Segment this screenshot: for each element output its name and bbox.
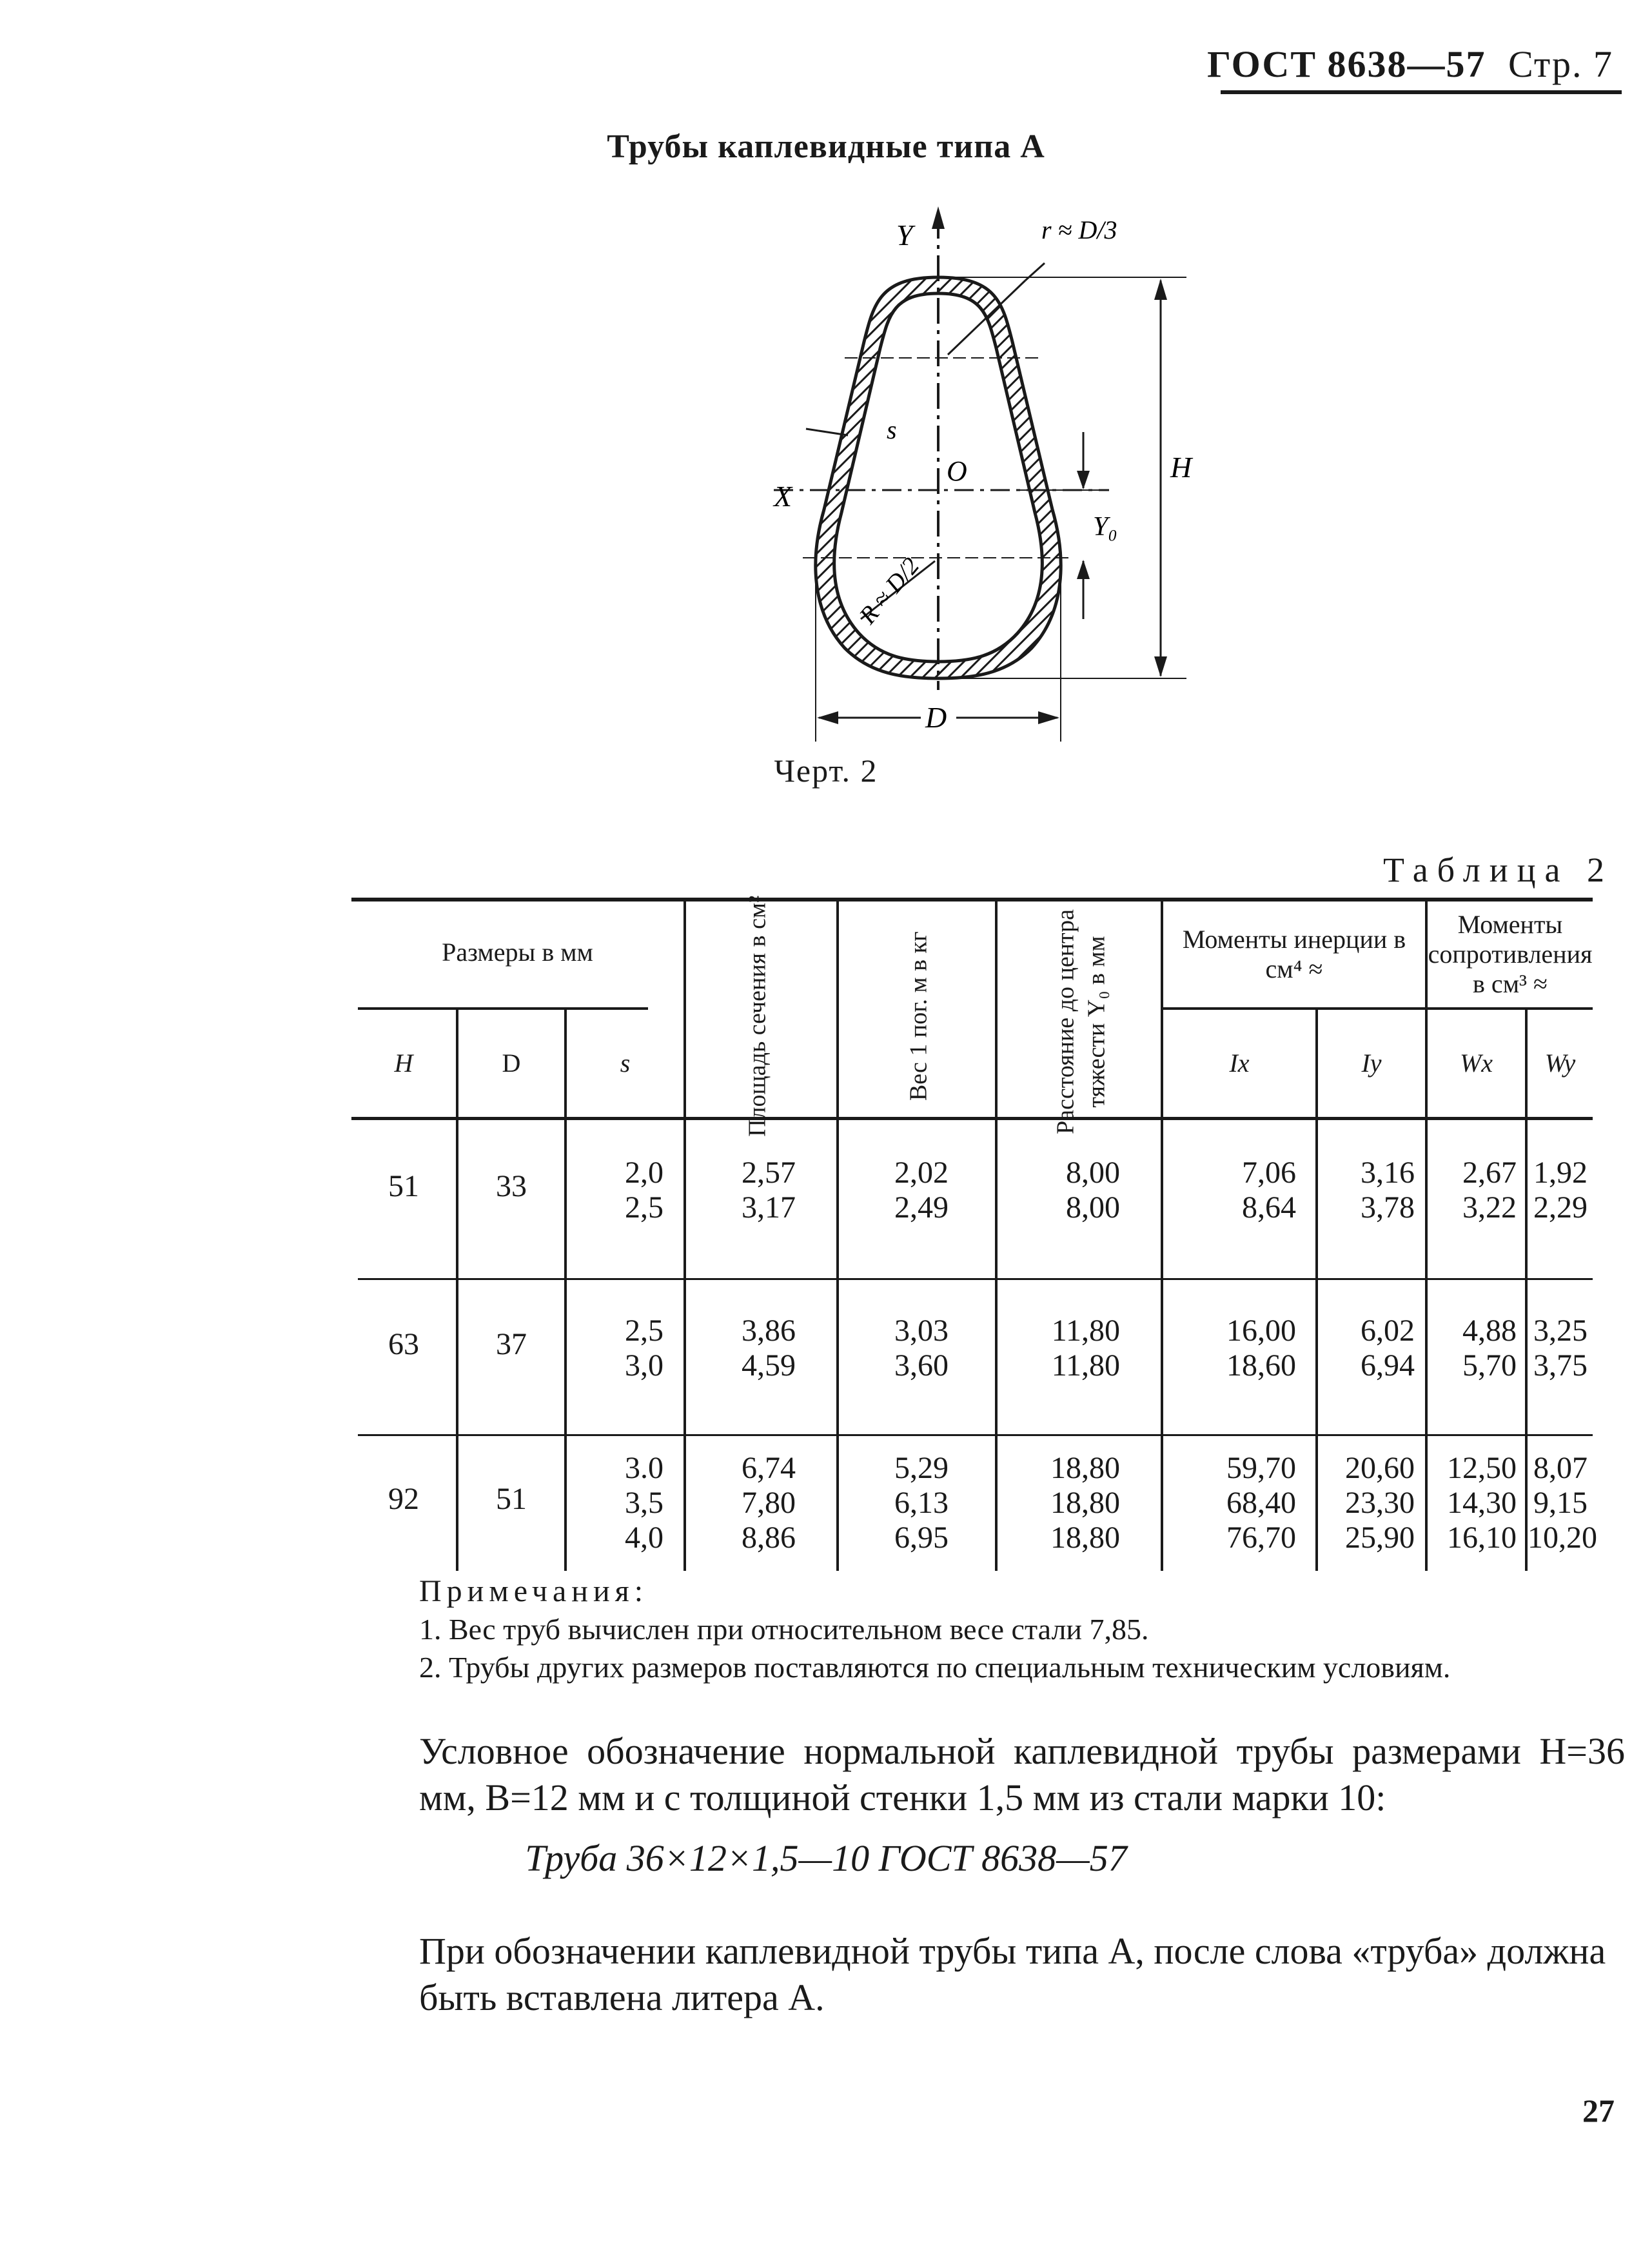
header-Wx: Wx — [1459, 1049, 1493, 1078]
page-number: 27 — [1582, 2093, 1615, 2129]
header-H: H — [394, 1049, 413, 1078]
origin-label: O — [947, 455, 967, 487]
width-label: D — [925, 701, 947, 734]
header-weight: Вес 1 пог. м в кг — [905, 931, 932, 1101]
cell-Wy: 3,25 3,75 — [1533, 1314, 1588, 1383]
header-area: Площадь сечения в см² — [743, 895, 771, 1137]
cell-Wx: 2,67 3,22 — [1462, 1156, 1517, 1225]
cell-weight: 5,29 6,13 6,95 — [894, 1451, 949, 1555]
wall-label: s — [887, 415, 897, 444]
header-Ix: Ix — [1229, 1049, 1250, 1078]
teardrop-tube-drawing — [748, 174, 1199, 742]
note-1: 1. Вес труб вычислен при относительном весе стали 7,85. — [419, 1613, 1149, 1646]
cell-H: 63 — [388, 1327, 419, 1361]
cell-area: 3,86 4,59 — [742, 1314, 796, 1383]
type-a-paragraph: При обозначении каплевидной трубы типа А, после слова «труба» должна быть вставлена литера А. — [419, 1930, 1606, 2018]
cell-D: 37 — [496, 1327, 527, 1361]
cell-y0: 18,80 18,80 18,80 — [1050, 1451, 1120, 1555]
y0-label: Y₀ — [1093, 512, 1117, 542]
height-label: H — [1170, 451, 1192, 484]
cell-Wx: 4,88 5,70 — [1462, 1314, 1517, 1383]
header-Wy: Wy — [1544, 1049, 1576, 1078]
section-title: Трубы каплевидные типа А — [607, 128, 1045, 165]
radius-bottom-label: R ≈ D/2 — [854, 552, 925, 629]
cell-area: 2,57 3,17 — [742, 1156, 796, 1225]
table-caption: Таблица 2 — [1383, 851, 1613, 889]
cell-s: 2,5 3,0 — [625, 1314, 664, 1383]
x-axis-label: X — [774, 480, 792, 513]
page-header — [1207, 43, 1613, 86]
header-resistance: Моменты сопротивления в см³ ≈ — [1428, 910, 1593, 998]
cell-Ix: 7,06 8,64 — [1242, 1156, 1296, 1225]
cell-weight: 2,02 2,49 — [894, 1156, 949, 1225]
designation-example: Труба 36×12×1,5—10 ГОСТ 8638—57 — [525, 1837, 1127, 1879]
cell-weight: 3,03 3,60 — [894, 1314, 949, 1383]
y-axis-label: Y — [896, 219, 913, 251]
cell-Ix: 16,00 18,60 — [1226, 1314, 1296, 1383]
cell-area: 6,74 7,80 8,86 — [742, 1451, 796, 1555]
notes-heading: Примечания: — [419, 1574, 649, 1608]
header-s: s — [620, 1049, 631, 1078]
cell-y0: 11,80 11,80 — [1051, 1314, 1120, 1383]
cell-y0: 8,00 8,00 — [1066, 1156, 1120, 1225]
y-axis-arrow — [932, 206, 945, 229]
standard-number: ГОСТ 8638—57 — [1207, 43, 1486, 85]
designation-paragraph: Условное обозначение нормальной каплевидной трубы размерами H=36 мм, B=12 мм и с толщиной стенки 1,5 мм из стали марки 10: — [419, 1730, 1625, 1818]
header-rule — [1221, 90, 1622, 94]
cell-Iy: 6,02 6,94 — [1361, 1314, 1415, 1383]
cell-Wy: 8,07 9,15 10,20 — [1528, 1451, 1597, 1555]
header-Iy: Iy — [1361, 1049, 1382, 1078]
cell-H: 92 — [388, 1482, 419, 1516]
cell-Wx: 12,50 14,30 16,10 — [1447, 1451, 1517, 1555]
header-sizes: Размеры в мм — [442, 938, 593, 967]
cell-Iy: 20,60 23,30 25,90 — [1345, 1451, 1415, 1555]
header-D: D — [502, 1049, 521, 1078]
radius-top-label: r ≈ D/3 — [1041, 215, 1117, 244]
header-inertia: Моменты инерции в см⁴ ≈ — [1182, 925, 1406, 983]
cell-s: 3.0 3,5 4,0 — [625, 1451, 664, 1555]
note-2: 2. Трубы других размеров поставляются по специальным техническим условиям. — [419, 1651, 1451, 1684]
cell-H: 51 — [388, 1169, 419, 1203]
header-distance: Расстояние до центра тяжести Y₀ в мм — [1052, 909, 1110, 1134]
cell-D: 33 — [496, 1169, 527, 1203]
page-label: Стр. 7 — [1508, 43, 1613, 85]
tube-data-table — [351, 895, 1597, 1571]
cell-Ix: 59,70 68,40 76,70 — [1226, 1451, 1296, 1555]
cell-Wy: 1,92 2,29 — [1533, 1156, 1588, 1225]
figure-caption: Черт. 2 — [774, 753, 878, 789]
cell-s: 2,0 2,5 — [625, 1156, 664, 1225]
cell-Iy: 3,16 3,78 — [1361, 1156, 1415, 1225]
cell-D: 51 — [496, 1482, 527, 1516]
